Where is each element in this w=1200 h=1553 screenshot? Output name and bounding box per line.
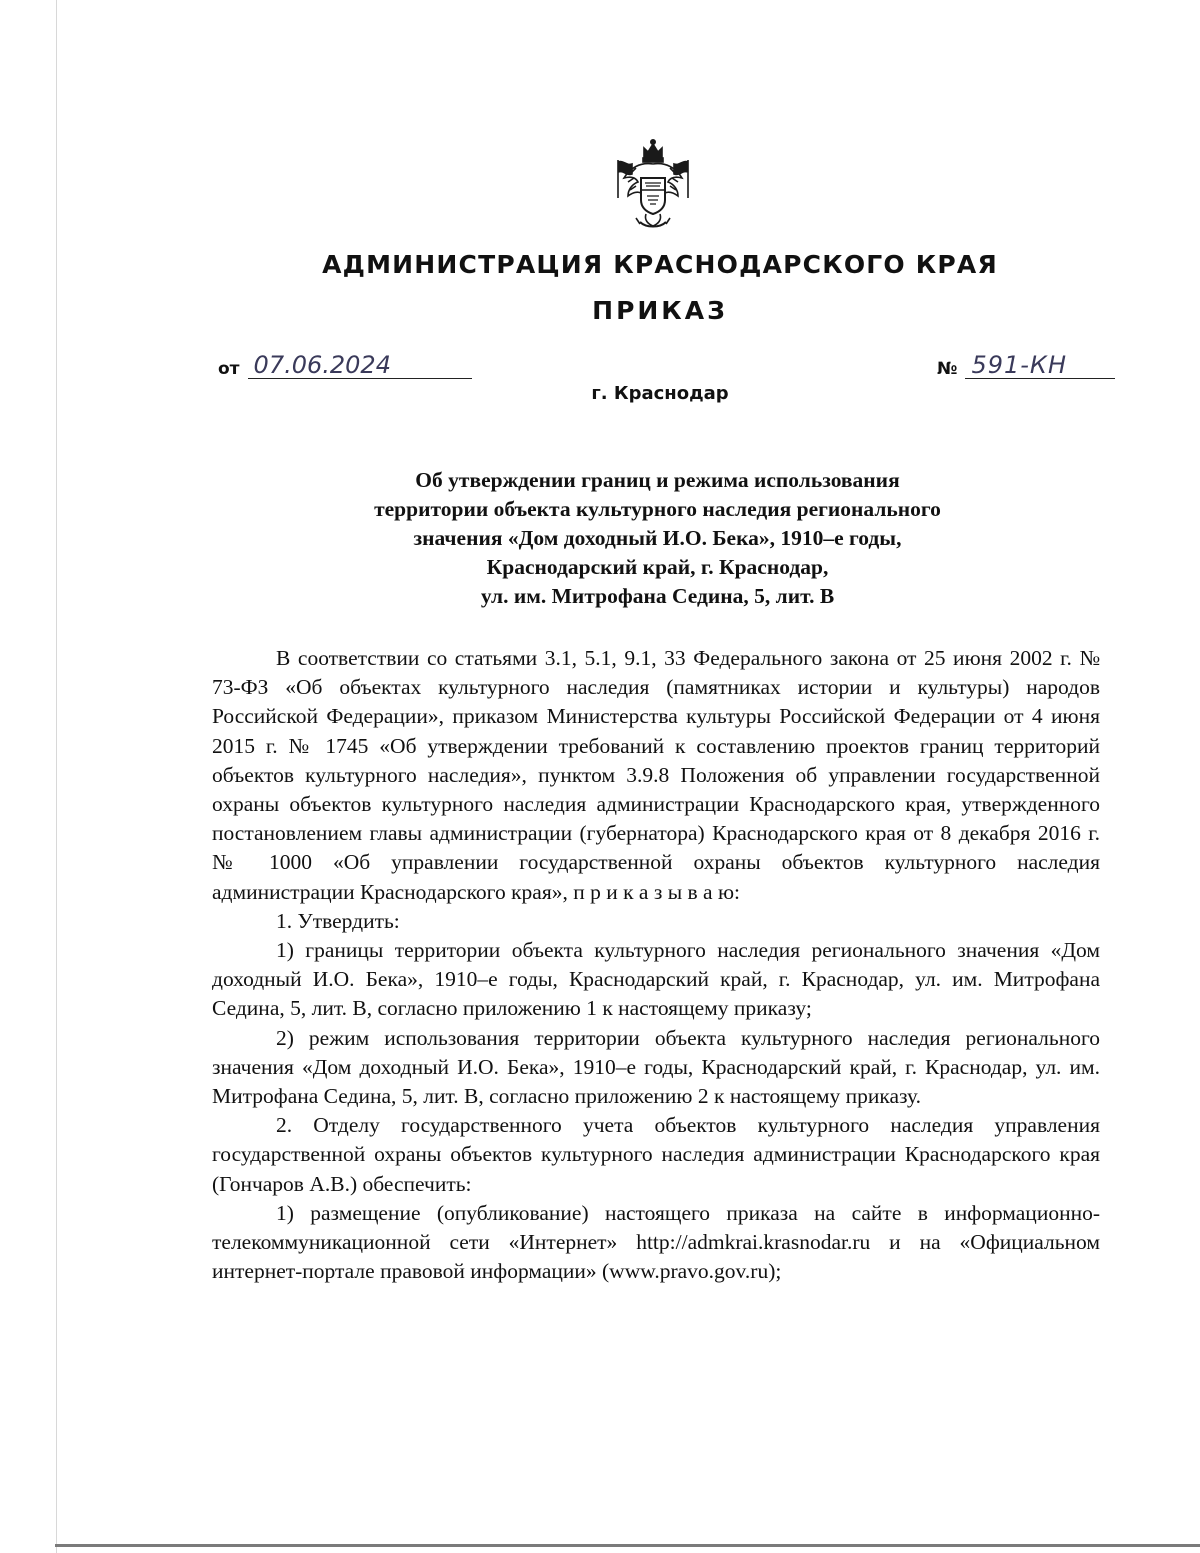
order-word: п р и к а з ы в а ю: <box>573 879 741 904</box>
date-prefix: от <box>218 359 240 379</box>
title-line: Об утверждении границ и режима использования <box>415 468 900 492</box>
item-2-heading: 2. Отделу государственного учета объектов культурного наследия управления государственной охраны объектов культурного наследия администрации Краснодарского края (Гончаров А.В.) обеспечить: <box>212 1113 1100 1196</box>
scan-bottom-edge <box>55 1544 1200 1547</box>
scan-left-edge <box>56 0 57 1553</box>
date-row <box>218 352 472 382</box>
handwritten-date: 07.06.2024 <box>248 352 472 379</box>
number-prefix: № <box>937 359 958 379</box>
preamble-text: В соответствии со статьями 3.1, 5.1, 9.1, 33 Федерального закона от 25 июня 2002 г. № 73-ФЗ «Об объектах культурного наследия (памятниках истории и культуры) народов Российской Федерации», приказом Министерства культуры Российской Федерации от 4 июня 2015 г. № 1745 «Об утверждении требований к составлению проектов границ территорий объектов культурного наследия», пунктом 3.9.8 Положения об управлении государственной охраны объектов культурного наследия администрации Краснодарского края, утвержденного постановлением главы администрации (губернатора) Краснодарского края от 8 декабря 2016 г. № 1000 «Об управлении государственной охраны объектов культурного наследия администрации Краснодарского края», <box>212 646 1100 904</box>
item-1-heading: 1. Утвердить: <box>276 908 400 933</box>
number-row <box>937 352 1115 382</box>
title-line: ул. им. Митрофана Седина, 5, лит. В <box>480 584 835 608</box>
title-line: Краснодарский край, г. Краснодар, <box>486 555 829 579</box>
handwritten-number: 591-КН <box>965 352 1115 379</box>
item-1-sub-1: 1) границы территории объекта культурного наследия регионального значения «Дом доходный И.О. Бека», 1910–е годы, Краснодарский край, г. Краснодар, ул. им. Митрофана Седина, 5, лит. В, согласно приложению 1 к настоящему приказу; <box>212 938 1100 1021</box>
title-line: территории объекта культурного наследия регионального <box>374 497 941 521</box>
organization-name: АДМИНИСТРАЦИЯ КРАСНОДАРСКОГО КРАЯ <box>322 250 998 279</box>
document-type: ПРИКАЗ <box>592 296 728 325</box>
document-body <box>212 644 1100 1286</box>
item-1-sub-2: 2) режим использования территории объекта культурного наследия регионального значения «Дом доходный И.О. Бека», 1910–е годы, Краснодарский край, г. Краснодар, ул. им. Митрофана Седина, 5, лит. В, согласно приложению 2 к настоящему приказу. <box>212 1025 1100 1109</box>
city: г. Краснодар <box>591 383 729 404</box>
item-2-sub-1: 1) размещение (опубликование) настоящего приказа на сайте в информационно-телекоммуникационной сети «Интернет» http://admkrai.krasnodar.ru и на «Официальном интернет-портале правовой информации» (www.pravo.gov.ru); <box>212 1200 1100 1284</box>
title-line: значения «Дом доходный И.О. Бека», 1910–е годы, <box>413 526 902 550</box>
preamble-paragraph <box>212 644 1100 907</box>
krasnodar-coat-of-arms-icon <box>610 138 696 232</box>
document-title <box>215 466 1100 611</box>
